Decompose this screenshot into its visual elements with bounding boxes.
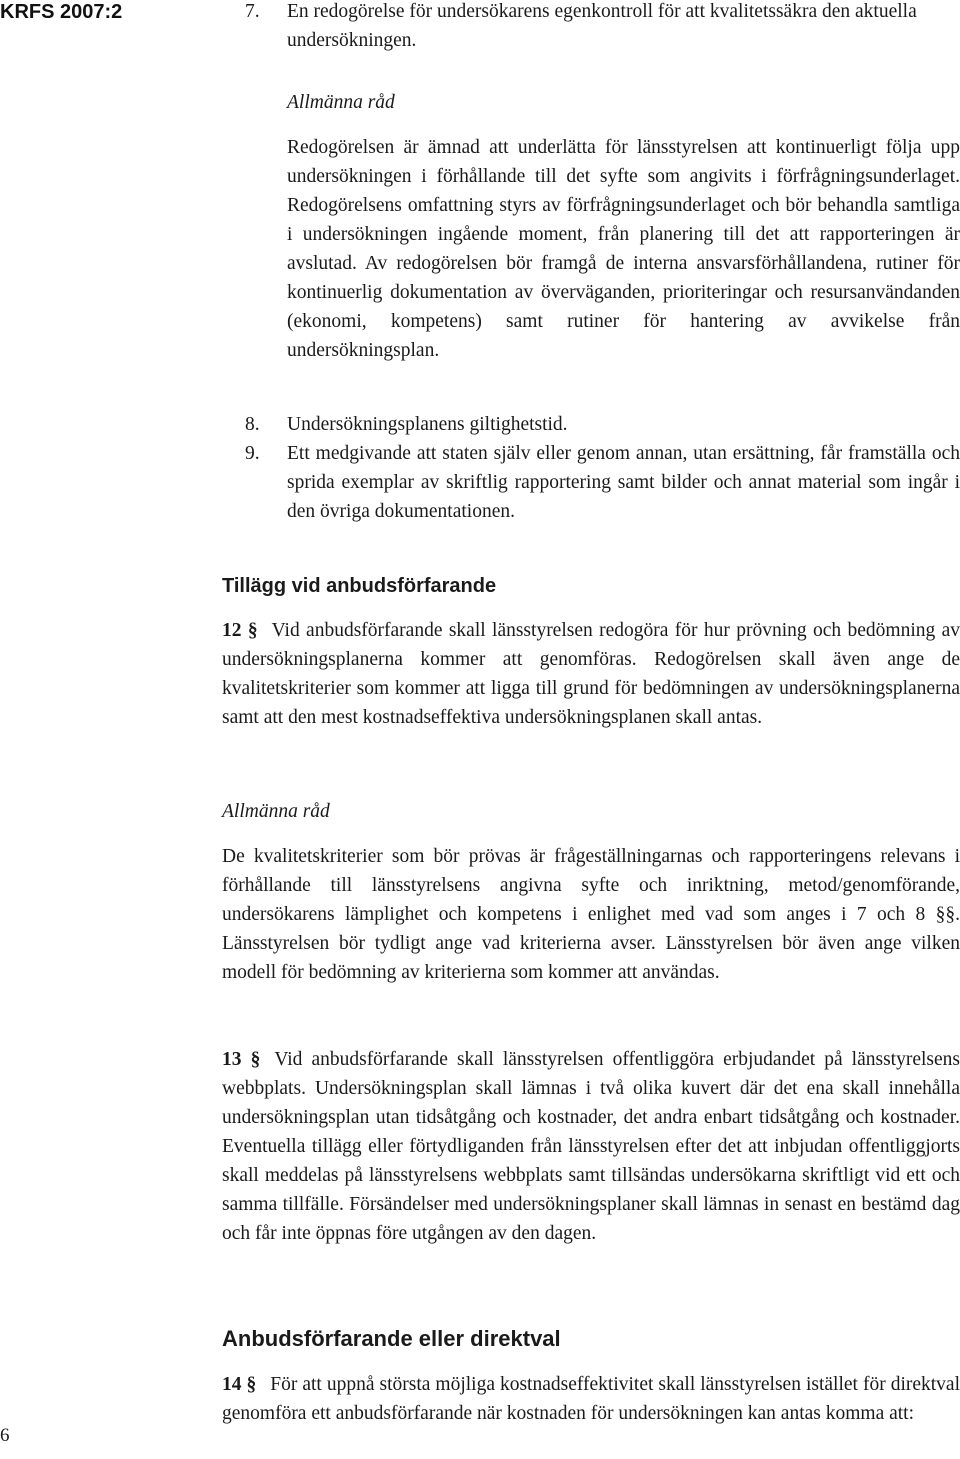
paragraph-number: 13 — [222, 1049, 242, 1070]
page-number: 6 — [0, 1425, 10, 1446]
list-number: 8. — [245, 414, 260, 435]
general-advice-label: Allmänna råd — [222, 801, 330, 822]
list-item-text: Ett medgivande att staten själv eller genom annan, utan ersättning, får framställa och sprida exemplar av skriftlig rapportering samt bilder och annat material som ingår i den övriga dokumentationen. — [287, 443, 960, 522]
general-advice-section-2 — [222, 797, 960, 826]
paragraph-text: Vid anbudsförfarande skall länsstyrelsen offentliggöra erbjudandet på länsstyrelsens webbplats. Undersökningsplan skall lämnas i två olika kuvert där det ena skall innehålla undersökningsplan utan tidsåtgång och kostnader, det andra enbart tidsåtgång och kostnader. Eventuella tillägg eller förtydliganden från länsstyrelsen efter det att inbjudan offentliggjorts skall meddelas på länsstyrelsens webbplats samt tillsändas undersökarna skriftligt vid ett och samma tillfälle. Försändelser med undersökningsplaner skall lämnas in senast en bestämd dag och får inte öppnas före utgången av den dagen. — [222, 1049, 960, 1244]
list-item-8 — [245, 410, 960, 439]
general-advice-text: De kvalitetskriterier som bör prövas är frågeställningarnas och rapporteringens relevans i förhållande till länsstyrelsens angivna syfte och inriktning, metod/genomförande, undersökarens lämplighet och kompetens i enlighet med vad som anges i 7 och 8 §§. Länsstyrelsen bör tydligt ange vad kriterierna avser. Länsstyrelsen bör även ange vilken modell för bedömning av kriterierna som kommer att användas. — [222, 846, 960, 983]
paragraph-14 — [222, 1370, 960, 1428]
list-item-text: En redogörelse för undersökarens egenkontroll för att kvalitetssäkra den aktuella undersökningen. — [287, 1, 917, 51]
general-advice-label: Allmänna råd — [287, 92, 395, 113]
paragraph-number: 12 — [222, 620, 242, 641]
section-heading-direktval: Anbudsförfarande eller direktval — [222, 1326, 561, 1351]
list-item-9 — [245, 439, 960, 526]
section-heading-tillagg: Tillägg vid anbudsförfarande — [222, 575, 497, 597]
general-advice-text: Redogörelsen är ämnad att underlätta för länsstyrelsen att kontinuerligt följa upp undersökningen i förhållande till det syfte som angivits i förfrågningsunderlaget. Redogörelsens omfattning styrs av förfrågningsunderlaget och bör behandla samtliga i undersökningen ingående moment, från planering till det att rapporteringen är avslutad. Av redogörelsen bör framgå de interna ansvarsförhållandena, rutiner för kontinuerlig dokumentation av överväganden, prioriteringar och resursanvändanden (ekonomi, kompetens) samt rutiner för hantering av avvikelse från undersökningsplan. — [287, 137, 960, 361]
section-symbol: § — [247, 620, 258, 641]
paragraph-13 — [222, 1045, 960, 1248]
general-advice-body — [287, 133, 960, 365]
paragraph-number: 14 — [222, 1374, 242, 1395]
list-item-text: Undersökningsplanens giltighetstid. — [287, 414, 568, 435]
document-code: KRFS 2007:2 — [0, 1, 123, 23]
general-advice-section — [287, 88, 960, 117]
section-symbol: § — [250, 1049, 261, 1070]
list-number: 7. — [245, 1, 260, 22]
paragraph-text: För att uppnå största möjliga kostnadseffektivitet skall länsstyrelsen istället för direktval genomföra ett anbudsförfarande när kostnaden för undersökningen kan antas komma att: — [222, 1374, 960, 1424]
paragraph-text: Vid anbudsförfarande skall länsstyrelsen redogöra för hur prövning och bedömning av undersökningsplanerna kommer att genomföras. Redogörelsen skall även ange de kvalitetskriterier som kommer att ligga till grund för bedömningen av undersökningsplanerna samt att den mest kostnadseffektiva undersökningsplanen skall antas. — [222, 620, 960, 728]
general-advice-body-2 — [222, 842, 960, 987]
paragraph-12 — [222, 616, 960, 732]
list-number: 9. — [245, 443, 260, 464]
list-item-7 — [245, 0, 960, 55]
section-symbol: § — [246, 1374, 257, 1395]
